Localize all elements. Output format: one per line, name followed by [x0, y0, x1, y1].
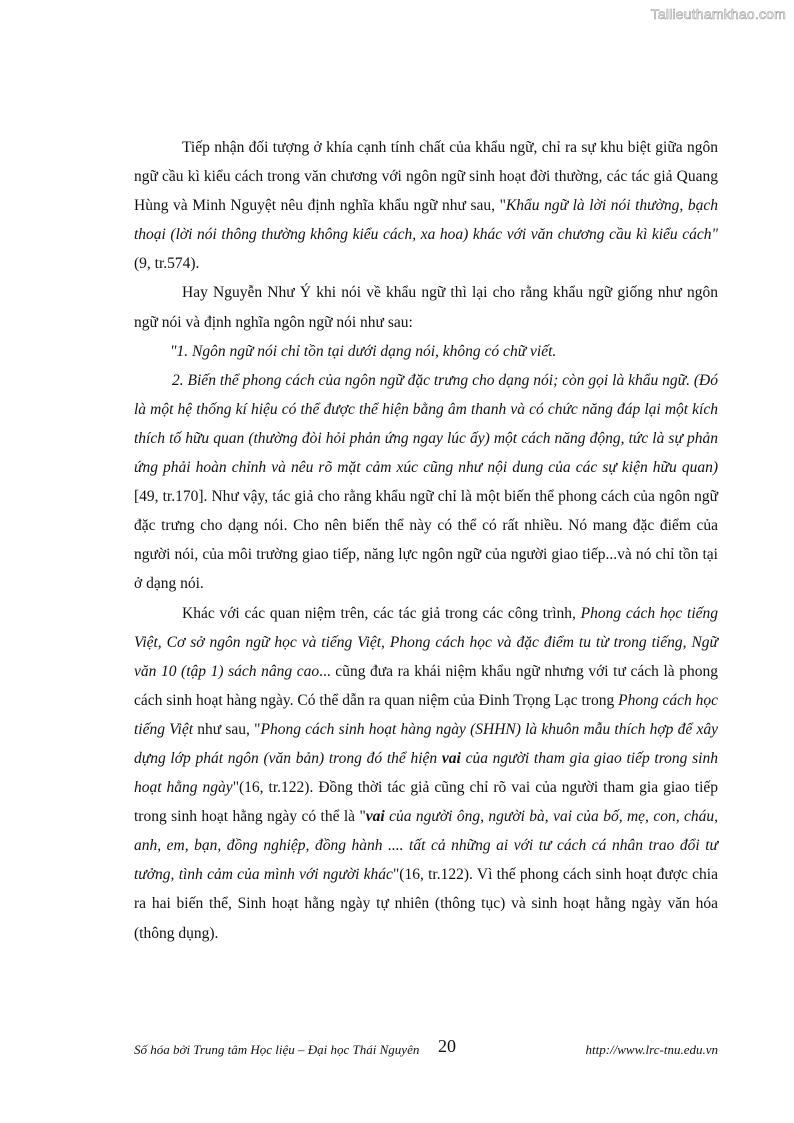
footer-url: http://www.lrc-tnu.edu.vn: [585, 1042, 718, 1057]
p5-text-e: như sau, ": [193, 720, 261, 738]
p1-text: Tiếp nhận đối tượng ở khía cạnh tính chất của khẩu ngữ, chỉ ra sự khu biệt giữa ngôn ngữ cầu kì kiểu cách trong văn chương với ngôn ngữ sinh hoạt đời thường, các tác giả Quang Hùng và Minh Nguyệt nêu định nghĩa khẩu ngữ như sau, ": [134, 139, 718, 215]
p5-text-c: ... cũng đưa ra khái niệm khẩu ngữ nhưng với tư cách là phong cách sinh hoạt hàng ngày. Có thể dẫn ra quan niệm của Đinh Trọng Lạc trong: [134, 662, 718, 709]
p4-quote: 2. Biến thể phong cách của ngôn ngữ đặc trưng cho dạng nói; còn gọi là khẩu ngữ. (Đó là một hệ thống kí hiệu có thể được thể hiện bằng âm thanh và có chức năng đáp lại một kích thích tố hữu quan (thường đòi hỏi phản ứng ngay lúc ấy) một cách năng động, tức là sự phản ứng phải hoàn chỉnh và nêu rõ mặt cảm xúc cũng như nội dung của các sự kiện hữu quan): [134, 371, 718, 477]
footer-left-text: Số hóa bởi Trung tâm Học liệu – Đại học Thái Nguyên: [134, 1042, 420, 1057]
p5-works-titles: , Phong cách học tiếng Việt, Cơ sở ngôn ngữ học và tiếng Việt, Phong cách học và đặc điểm tu từ trong tiếng, Ngữ văn 10 (tập 1) sách nâng cao: [134, 604, 719, 680]
p5-book-title: Phong cách học tiếng Việt: [134, 691, 718, 738]
page-number: 20: [438, 1036, 456, 1056]
p1-quote: Khẩu ngữ là lời nói thường, bạch thoại (lời nói thông thường không kiểu cách, xa hoa) khác với văn chương cầu kì kiểu cách": [134, 197, 718, 244]
p1-citation: (9, tr.574).: [134, 255, 200, 273]
p4-text: [49, tr.170]. Như vậy, tác giả cho rằng khẩu ngữ chỉ là một biến thể phong cách của ngôn ngữ đặc trưng cho dạng nói. Cho nên biến thể này có thể có rất nhiều. Nó mang đặc điểm của người nói, của môi trường giao tiếp, năng lực ngôn ngữ của người giao tiếp...và nó chỉ tồn tại ở dạng nói.: [134, 488, 718, 593]
paragraph-1: [134, 133, 718, 278]
quote-line-1: "1. Ngôn ngữ nói chỉ tồn tại dưới dạng nói, không có chữ viết.: [170, 342, 557, 360]
p5-quote-f: Phong cách sinh hoạt hàng ngày (SHHN) là khuôn mẫu thích hợp để xây dựng lớp phát ngôn (văn bản) trong đó thể hiện: [134, 720, 718, 767]
p5-bold-vai-1: vai: [441, 749, 461, 767]
p5-quote-h: của người tham gia giao tiếp trong sinh hoạt hằng ngày: [134, 749, 718, 797]
paragraph-2: Hay Nguyễn Như Ý khi nói về khẩu ngữ thì lại cho rằng khẩu ngữ giống như ngôn ngữ nói và định nghĩa ngôn ngữ nói như sau:: [134, 284, 718, 331]
p5-text-i: "(16, tr.122). Đồng thời tác giả cũng chỉ rõ vai của người tham gia giao tiếp trong sinh hoạt hằng ngày có thể là ": [134, 779, 718, 826]
quote-paragraph-2: [134, 366, 718, 599]
paragraph-5: [134, 599, 718, 948]
page-footer: [134, 1036, 718, 1066]
p5-text-a: Khác với các quan niệm trên, các tác giả trong các công trình: [182, 604, 573, 622]
document-body: [134, 133, 718, 948]
p5-text-l: "(16, tr.122). Vì thế phong cách sinh hoạt được chia ra hai biến thể, Sinh hoạt hằng ngày tự nhiên (thông tục) và sinh hoạt hằng ngày văn hóa (thông dụng).: [134, 866, 718, 942]
p5-bold-vai-2: vai: [365, 808, 385, 826]
p5-quote-k: của người ông, người bà, vai của bố, mẹ, con, cháu, anh, em, bạn, đồng nghiệp, đồng hành .... tất cả những ai với tư cách cá nhân trao đổi tư tưởng, tình cảm của mình với người khác: [134, 808, 718, 884]
watermark-text: Tailieuthamkhao.com: [650, 6, 786, 22]
